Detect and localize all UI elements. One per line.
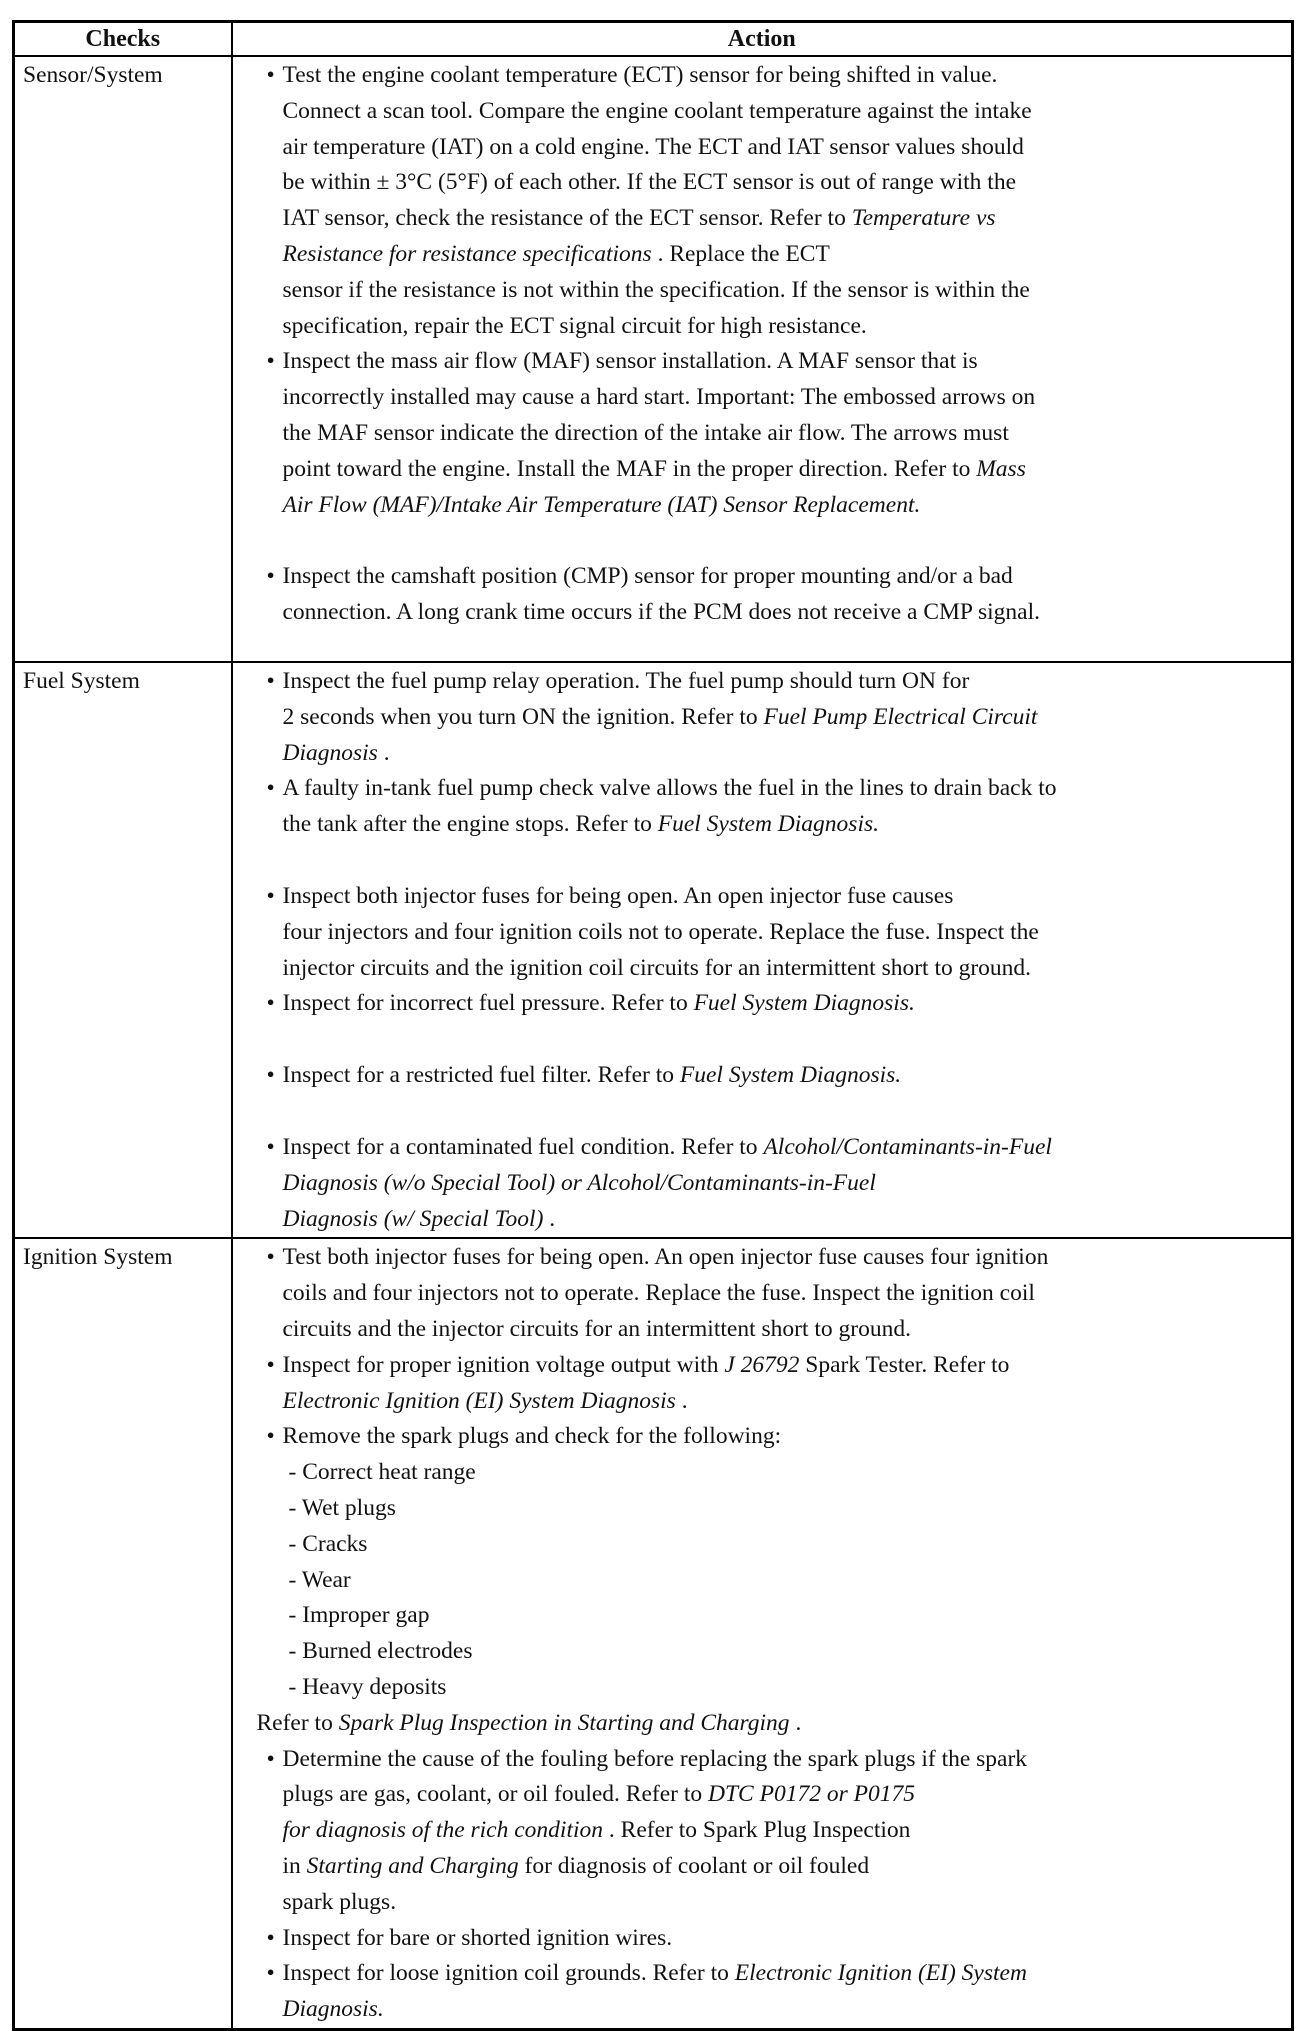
action-item-ect-test: • Test the engine coolant temperature (ECT) sensor for being shifted in value. Connect a scan tool. Compare the engine coolant temperature against the intake air temperature (IAT) on a cold engine. The ECT and IAT sensor values should be within ± 3°C (5°F) of each other. If the ECT sensor is out of range with the IAT sensor, check the resistance of the ECT sensor. Refer to Temperature vs Resistance for resistance specifications . Replace the ECT sensor if the resistance is not within the specification. If the sensor is within the specification, repair the ECT signal circuit for high resistance. (237, 58, 1288, 344)
action-item-coil-grounds: • Inspect for loose ignition coil grounds. Refer to Electronic Ignition (EI) System Diagnosis. (237, 1956, 1288, 2028)
reference-link: Fuel System Diagnosis. (679, 1062, 902, 1089)
table-row (14, 662, 1293, 1238)
bullet-icon: • (266, 775, 275, 802)
action-item-fouling: • Determine the cause of the fouling before replacing the spark plugs if the spark plugs are gas, coolant, or oil fouled. Refer to DTC P0172 or P0175 for diagnosis of the rich condition . Refer to Spark Plug Inspection in Starting and Charging for diagnosis of coolant or oil fouled spark plugs. (237, 1742, 1288, 1921)
action-item-check-valve: • A faulty in-tank fuel pump check valve allows the fuel in the lines to drain back to the tank after the engine stops. Refer to Fuel System Diagnosis. (237, 771, 1288, 843)
reference-link: Fuel System Diagnosis. (657, 811, 879, 838)
bullet-icon: • (266, 563, 275, 590)
reference-link: Air Flow (MAF)/Intake Air Temperature (IAT) Sensor Replacement. (282, 491, 921, 518)
bullet-icon: • (266, 1062, 275, 1089)
reference-link: Fuel System Diagnosis. (693, 990, 915, 1017)
bullet-icon: • (266, 1924, 275, 1951)
table-row (14, 1238, 1293, 2029)
action-cell-sensor-system (232, 56, 1293, 662)
spark-plug-checklist (237, 1455, 1288, 1706)
check-label-sensor-system: Sensor/System (14, 56, 232, 662)
bullet-icon: • (266, 1960, 275, 1987)
action-item-fuel-pressure: • Inspect for incorrect fuel pressure. Refer to Fuel System Diagnosis. (237, 986, 1288, 1022)
action-item-injector-fuses: • Inspect both injector fuses for being open. An open injector fuse causes four injectors and four ignition coils not to operate. Replace the fuse. Inspect the injector circuits and the ignition coil circuits for an intermittent short to ground. (237, 879, 1288, 986)
action-item-ignition-voltage: • Inspect for proper ignition voltage output with J 26792 Spark Tester. Refer to Electronic Ignition (EI) System Diagnosis . (237, 1348, 1288, 1420)
bullet-icon: • (266, 990, 275, 1017)
list-item: - Burned electrodes (288, 1638, 473, 1665)
bullet-icon: • (266, 1133, 275, 1160)
list-item: - Improper gap (288, 1602, 430, 1629)
bullet-icon: • (266, 1423, 275, 1450)
spark-plug-refer: Refer to Spark Plug Inspection in Starting and Charging . (256, 1709, 802, 1736)
reference-link: Alcohol/Contaminants-in-Fuel (763, 1133, 1052, 1160)
reference-link: Temperature vs (851, 205, 996, 232)
reference-link: Electronic Ignition (EI) System Diagnosis (282, 1387, 676, 1414)
action-item-ignition-wires: • Inspect for bare or shorted ignition wires. (237, 1921, 1288, 1957)
bullet-icon: • (266, 1351, 275, 1378)
reference-link: Resistance for resistance specifications (282, 240, 652, 267)
action-item-ignition-fuses: • Test both injector fuses for being open. An open injector fuse causes four ignition coils and four injectors not to operate. Replace the fuse. Inspect the ignition coil circuits and the injector circuits for an intermittent short to ground. (237, 1240, 1288, 1347)
action-item-fuel-filter: • Inspect for a restricted fuel filter. Refer to Fuel System Diagnosis. (237, 1058, 1288, 1094)
list-item: - Cracks (288, 1530, 368, 1557)
action-cell-ignition-system (232, 1238, 1293, 2029)
list-item: - Wear (288, 1566, 351, 1593)
reference-link: Diagnosis (w/ Special Tool) (282, 1205, 544, 1232)
action-item-cmp-inspect: • Inspect the camshaft position (CMP) sensor for proper mounting and/or a bad connection. A long crank time occurs if the PCM does not receive a CMP signal. (237, 559, 1288, 631)
action-header: Action (232, 22, 1293, 57)
reference-link: Diagnosis. (282, 1996, 384, 2023)
bullet-icon: • (266, 1244, 275, 1271)
header-row (14, 22, 1293, 57)
bullet-icon: • (266, 882, 275, 909)
reference-link: Electronic Ignition (EI) System (734, 1960, 1027, 1987)
check-label-fuel-system: Fuel System (14, 662, 232, 1238)
bullet-icon: • (266, 668, 275, 694)
reference-link: Diagnosis (282, 739, 378, 766)
reference-link: Mass (976, 455, 1026, 482)
check-label-ignition-system: Ignition System (14, 1238, 232, 2029)
diagnostic-table (12, 20, 1294, 2031)
bullet-icon: • (266, 62, 275, 88)
list-item: - Correct heat range (288, 1459, 476, 1486)
reference-link: for diagnosis of the rich condition (282, 1817, 604, 1844)
bullet-icon: • (266, 348, 275, 375)
list-item: - Wet plugs (288, 1494, 396, 1521)
reference-link: DTC P0172 or P0175 (708, 1781, 915, 1808)
reference-link: Spark Plug Inspection in Starting and Charging (338, 1709, 790, 1736)
bullet-icon: • (266, 1745, 275, 1772)
reference-link: Fuel Pump Electrical Circuit (763, 703, 1038, 730)
action-item-contaminated-fuel: • Inspect for a contaminated fuel condition. Refer to Alcohol/Contaminants-in-Fuel Diagnosis (w/o Special Tool) or Alcohol/Contaminants-in-Fuel Diagnosis (w/ Special Tool) . (237, 1130, 1288, 1237)
table-row (14, 56, 1293, 662)
action-cell-fuel-system (232, 662, 1293, 1238)
action-item-spark-plugs: • Remove the spark plugs and check for the following: (237, 1419, 1288, 1455)
reference-link: Diagnosis (w/o Special Tool) or Alcohol/Contaminants-in-Fuel (282, 1169, 876, 1196)
list-item: - Heavy deposits (288, 1673, 447, 1700)
reference-link: Starting and Charging (306, 1852, 519, 1879)
action-item-fuel-pump-relay: • Inspect the fuel pump relay operation. The fuel pump should turn ON for 2 seconds when you turn ON the ignition. Refer to Fuel Pump Electrical Circuit Diagnosis . (237, 664, 1288, 771)
action-item-maf-inspect: • Inspect the mass air flow (MAF) sensor installation. A MAF sensor that is incorrectly installed may cause a hard start. Important: The embossed arrows on the MAF sensor indicate the direction of the intake air flow. The arrows must point toward the engine. Install the MAF in the proper direction. Refer to Mass Air Flow (MAF)/Intake Air Temperature (IAT) Sensor Replacement. (237, 344, 1288, 523)
checks-header: Checks (14, 22, 232, 57)
